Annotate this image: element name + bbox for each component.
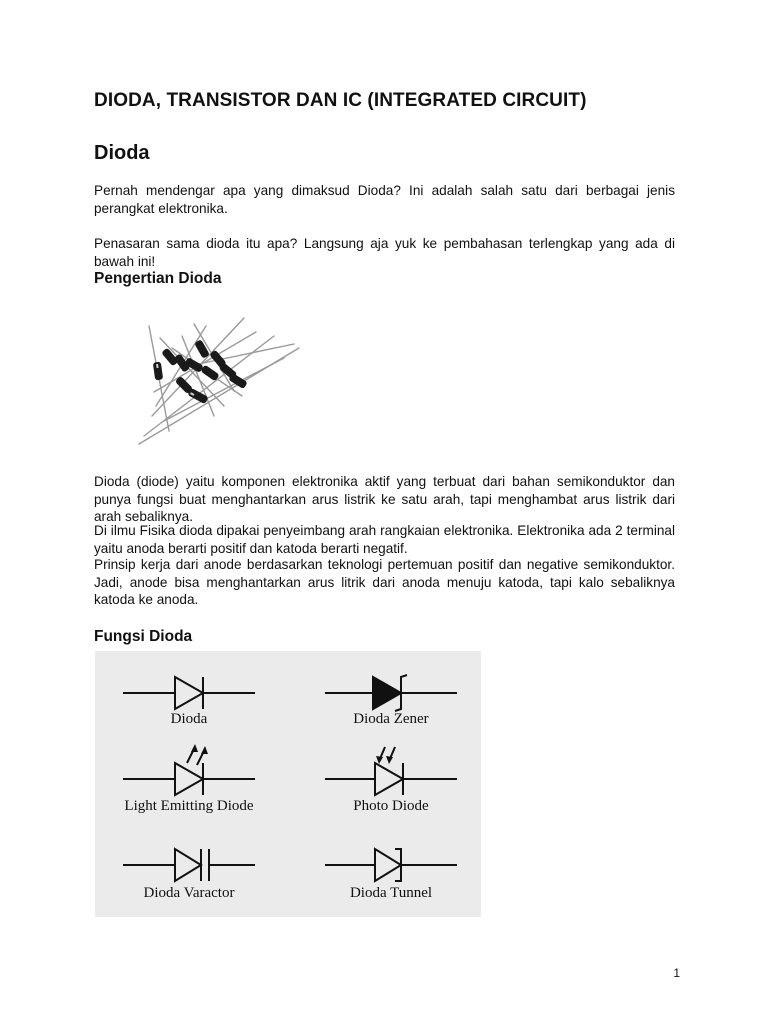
photo-diode-symbol-icon [325, 747, 457, 795]
symbol-label: Dioda Zener [353, 711, 429, 727]
diode-symbols-figure [95, 651, 481, 917]
zener-diode-symbol-icon [325, 675, 457, 711]
fungsi-heading: Fungsi Dioda [94, 628, 193, 645]
varactor-diode-symbol-icon [123, 849, 255, 881]
symbol-label: Dioda Varactor [143, 885, 235, 901]
section-title: Dioda [94, 142, 150, 164]
diode-symbol-icon [123, 677, 255, 709]
symbol-label: Light Emitting Diode [124, 798, 254, 814]
page-number: 1 [673, 966, 680, 980]
symbol-label: Photo Diode [353, 798, 429, 814]
definition-paragraph: Di ilmu Fisika dioda dipakai penyeimbang arah rangkaian elektronika. Elektronika ada 2 terminal yaitu anoda berarti positif dan katoda berarti negatif. [94, 523, 675, 556]
symbol-label: Dioda [170, 711, 208, 727]
led-symbol-icon [123, 747, 255, 795]
document-title: DIODA, TRANSISTOR DAN IC (INTEGRATED CIRCUIT) [94, 90, 587, 111]
definition-paragraph: Dioda (diode) yaitu komponen elektronika aktif yang terbuat dari bahan semikonduktor dan punya fungsi buat menghantarkan arus listrik ke satu arah, tapi menghambat arus listrik dari arah sebaliknya. [94, 474, 675, 524]
intro-paragraph: Penasaran sama dioda itu apa? Langsung aja yuk ke pembahasan terlengkap yang ada di bawah ini! [94, 236, 675, 269]
pengertian-heading: Pengertian Dioda [94, 270, 222, 287]
diode-photo [94, 296, 312, 454]
intro-paragraph: Pernah mendengar apa yang dimaksud Dioda? Ini adalah salah satu dari berbagai jenis perangkat elektronika. [94, 183, 675, 216]
tunnel-diode-symbol-icon [325, 849, 457, 881]
symbol-label: Dioda Tunnel [349, 885, 433, 901]
definition-paragraph: Prinsip kerja dari anode berdasarkan teknologi pertemuan positif dan negative semikonduktor. Jadi, anode bisa menghantarkan arus litrik dari anoda menuju katoda, tapi kalo sebaliknya katoda ke anoda. [94, 557, 675, 607]
